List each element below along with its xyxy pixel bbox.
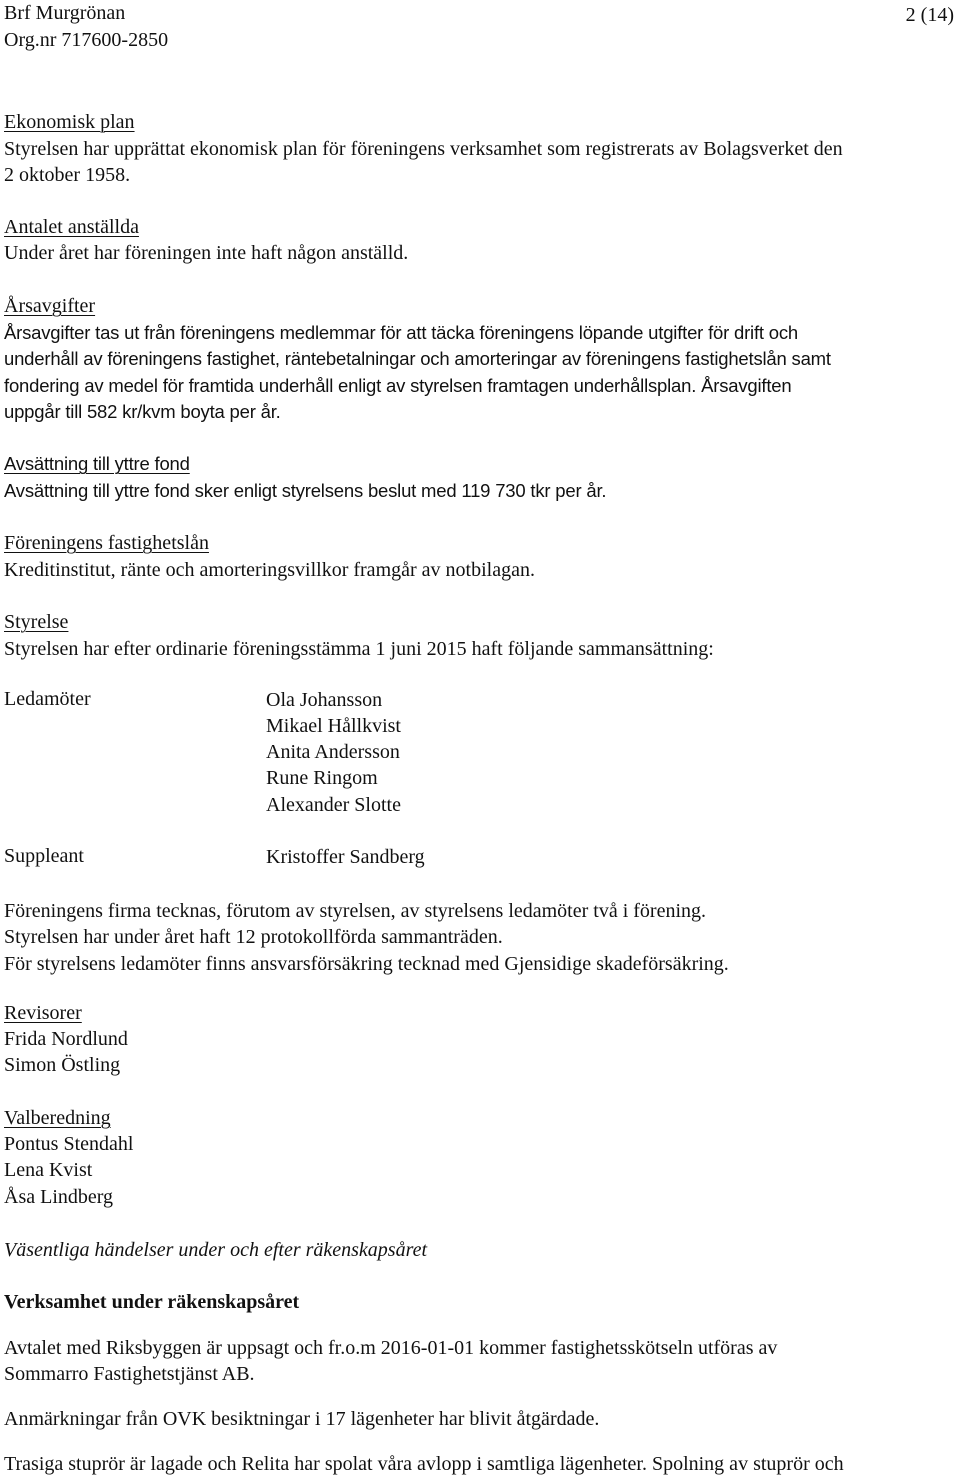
ledamot-name: Rune Ringom: [266, 767, 378, 789]
section-heading-arsavgifter: Årsavgifter: [4, 295, 96, 317]
styrelse-firma-line: Föreningens firma tecknas, förutom av styrelsen, av styrelsens ledamöter två i förening.: [4, 900, 707, 922]
styrelse-sammantraden-line: Styrelsen har under året haft 12 protokollförda sammanträden.: [4, 926, 503, 948]
styrelse-text: Styrelsen har efter ordinarie föreningsstämma 1 juni 2015 haft följande sammansättning:: [4, 638, 714, 660]
ledamot-name: Anita Andersson: [266, 741, 400, 763]
verksamhet-p1-line-2: Sommarro Fastighetstjänst AB.: [4, 1363, 255, 1385]
arsavgifter-line-2: underhåll av föreningens fastighet, räntebetalningar och amorteringar av föreningens fastighetslån samt: [4, 348, 831, 369]
arsavgifter-line-4: uppgår till 582 kr/kvm boyta per år.: [4, 401, 281, 422]
verksamhet-p3: Trasiga stuprör är lagade och Relita har spolat våra avlopp i samtliga lägenheter. Spolning av stuprör och: [4, 1453, 844, 1475]
section-heading-ekonomisk-plan: Ekonomisk plan: [4, 111, 135, 133]
styrelse-forsakring-line: För styrelsens ledamöter finns ansvarsförsäkring tecknad med Gjensidige skadeförsäkring.: [4, 953, 729, 975]
section-heading-revisorer: Revisorer: [4, 1002, 82, 1024]
section-heading-fastighetslan: Föreningens fastighetslån: [4, 532, 209, 554]
valberedning-name: Lena Kvist: [4, 1159, 93, 1181]
ledamot-name: Ola Johansson: [266, 689, 383, 711]
section-heading-styrelse: Styrelse: [4, 611, 69, 633]
fastighetslan-text: Kreditinstitut, ränte och amorteringsvillkor framgår av notbilagan.: [4, 559, 535, 581]
valberedning-name: Pontus Stendahl: [4, 1133, 134, 1155]
section-heading-vasentliga-handelser: Väsentliga händelser under och efter räkenskapsåret: [4, 1239, 428, 1261]
ledamot-name: Mikael Hållkvist: [266, 715, 401, 737]
section-heading-avsattning: Avsättning till yttre fond: [4, 453, 190, 474]
valberedning-name: Åsa Lindberg: [4, 1186, 114, 1208]
ekonomisk-plan-line-1: Styrelsen har upprättat ekonomisk plan för föreningens verksamhet som registrerats av Bolagsverket den: [4, 138, 843, 160]
arsavgifter-line-1: Årsavgifter tas ut från föreningens medlemmar för att täcka föreningens löpande utgifter för drift och: [4, 322, 799, 343]
org-name: Brf Murgrönan: [4, 2, 126, 24]
revisor-name: Simon Östling: [4, 1054, 121, 1076]
ekonomisk-plan-line-2: 2 oktober 1958.: [4, 164, 131, 186]
ledamoter-label: Ledamöter: [4, 688, 91, 710]
avsattning-text: Avsättning till yttre fond sker enligt styrelsens beslut med 119 730 tkr per år.: [4, 480, 607, 501]
org-number: Org.nr 717600-2850: [4, 29, 169, 51]
suppleant-name: Kristoffer Sandberg: [266, 846, 425, 868]
suppleant-label: Suppleant: [4, 845, 84, 867]
section-heading-verksamhet: Verksamhet under räkenskapsåret: [4, 1291, 300, 1313]
arsavgifter-line-3: fondering av medel för framtida underhåll enligt av styrelsen framtagen underhållsplan. Årsavgiften: [4, 375, 792, 396]
section-heading-antalet-anstallda: Antalet anställda: [4, 216, 139, 238]
ledamot-name: Alexander Slotte: [266, 794, 401, 816]
revisor-name: Frida Nordlund: [4, 1028, 128, 1050]
verksamhet-p2: Anmärkningar från OVK besiktningar i 17 lägenheter har blivit åtgärdade.: [4, 1408, 600, 1430]
section-heading-valberedning: Valberedning: [4, 1107, 111, 1129]
verksamhet-p1-line-1: Avtalet med Riksbyggen är uppsagt och fr.o.m 2016-01-01 kommer fastighetsskötseln utföras av: [4, 1337, 778, 1359]
antalet-anstallda-text: Under året har föreningen inte haft någon anställd.: [4, 242, 409, 264]
page-number: 2 (14): [905, 4, 954, 26]
